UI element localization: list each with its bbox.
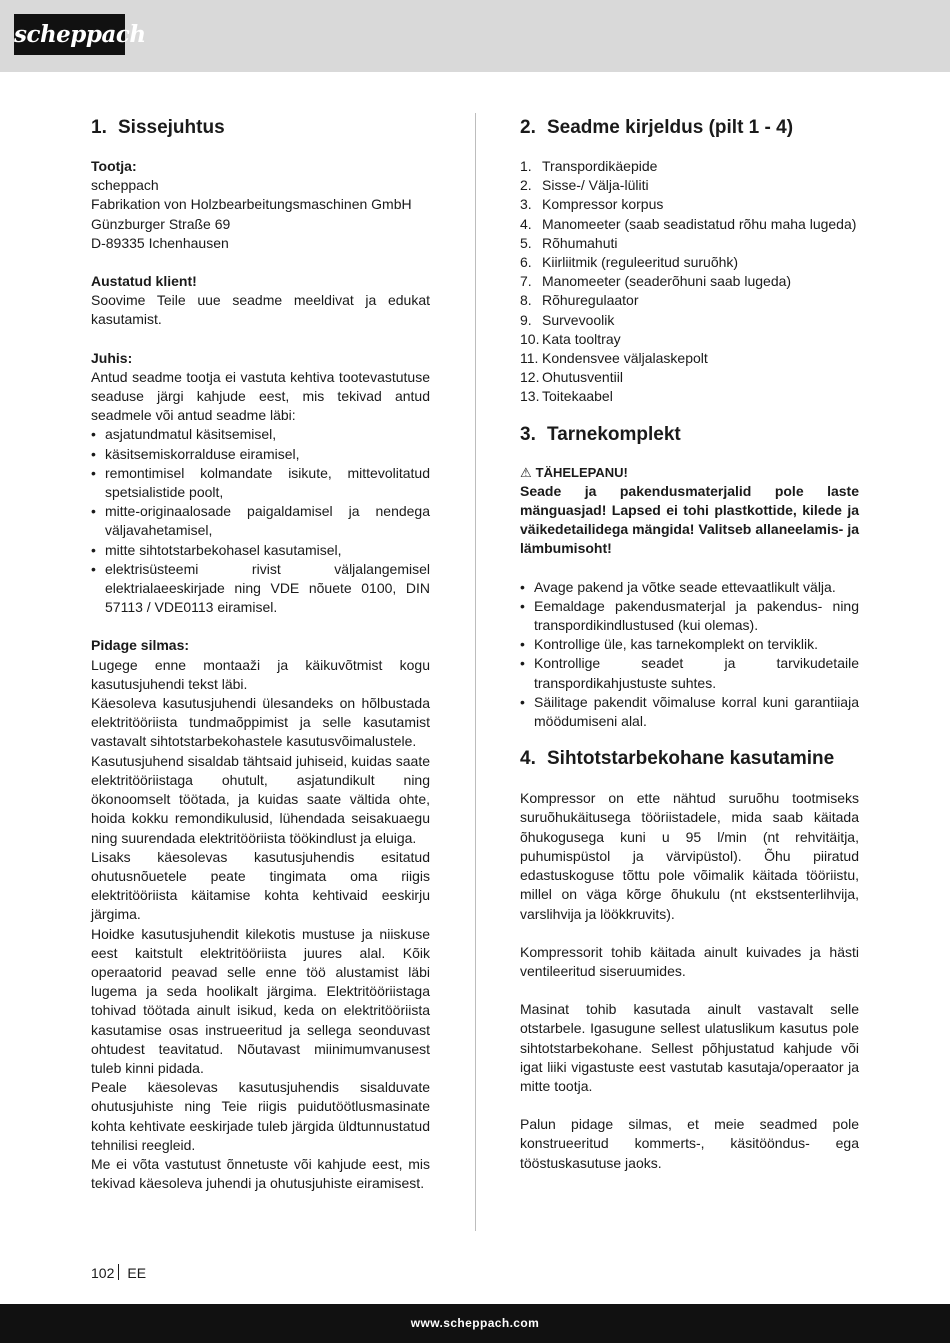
scheppach-logo: scheppach	[14, 14, 125, 55]
list-item: 13. Toitekaabel	[520, 388, 613, 405]
manufacturer-label: Tootja:	[91, 158, 137, 174]
left-column	[91, 116, 430, 1193]
list-item: • mitte sihtotstarbekohasel kasutamisel,	[91, 541, 430, 560]
list-item: 11. Kondensvee väljalaskepolt	[520, 350, 708, 367]
section-2-heading: 2. Seadme kirjeldus (pilt 1 - 4)	[520, 117, 794, 138]
observe-paragraph: Lugege enne montaaži ja käikuvõtmist kogu kasutusjuhendi tekst läbi.	[91, 656, 430, 692]
use-paragraph: Palun pidage silmas, et meie seadmed pole konstrueeritud kommerts-, käsitööndus- ega tööstuskasutuse jaoks.	[520, 1116, 859, 1171]
list-item: 12. Ohutusventiil	[520, 369, 623, 386]
list-item: • elektrisüsteemi rivist väljalangemisel elektrialaeeskirjade ning VDE nõuete 0100, DIN 57113 / VDE0113 eiramisel.	[91, 560, 430, 618]
list-item: 4. Manomeeter (saab seadistatud rõhu maha lugeda)	[520, 215, 857, 232]
list-item: • Säilitage pakendit võimaluse korral kuni garantiiaja möödumiseni alal.	[520, 693, 859, 731]
section-1-heading: 1. Sissejuhtus	[91, 117, 225, 138]
list-item: 6. Kiirliitmik (reguleeritud suruõhk)	[520, 254, 739, 271]
list-item: 3. Kompressor korpus	[520, 196, 664, 213]
footer-separator	[118, 1264, 119, 1280]
manufacturer-street: Günzburger Straße 69	[91, 215, 231, 232]
page-number-footer	[91, 1264, 146, 1283]
page-number: 102	[91, 1265, 115, 1281]
list-item: 9. Survevoolik	[520, 311, 615, 328]
observe-label: Pidage silmas:	[91, 637, 190, 654]
use-paragraph: Masinat tohib kasutada ainult vastavalt selle otstarbele. Igasugune sellest ulatuslikum kasutus pole sihtotstarbekohane. Sellest põhjustatud kahjude või igat liiki vigastuste eest vastutab kasutaja/operaator ja mitte tootja.	[520, 1001, 859, 1094]
observe-paragraph: Käesoleva kasutusjuhendi ülesandeks on hõlbustada elektritööriista tundmaõppimist ja selle kasutamist vastavalt sihtotstarbekohastele kasutusvõimalustele.	[91, 695, 430, 750]
observe-paragraph: Lisaks käesolevas kasutusjuhendis esitatud ohutusnõuetele peate tingimata oma riigis elektritööriista käitamise kohta kehtivaid eeskirju järgima.	[91, 848, 430, 923]
observe-paragraph: Kasutusjuhend sisaldab tähtsaid juhiseid, kuidas saate elektritööriistaga ohutult, asjatundikult ning ökonoomselt töötada, ja kuidas saate vältida ohte, hoida kokku remondikulusid, lühendada seisakuaegu ning suurendada elektritööriista töökindlust ja eluiga.	[91, 752, 430, 846]
warning-text: Seade ja pakendusmaterjalid pole laste mänguasjad! Lapsed ei tohi plastkottide, kilede ja väikedetailidega mängida! Valitseb allaneelamis- ja lämbumisoht!	[520, 482, 859, 557]
column-divider	[475, 113, 476, 1231]
language-code: EE	[127, 1265, 147, 1281]
note-bullet-list	[91, 425, 430, 617]
list-item: • remontimisel kolmandate isikute, mittevolitatud spetsialistide poolt,	[91, 464, 430, 502]
observe-paragraph: Me ei võta vastutust õnnetuste või kahjude eest, mis tekivad käesoleva juhendi ja ohutusjuhiste eiramisest.	[91, 1155, 430, 1192]
note-label: Juhis:	[91, 349, 133, 366]
note-text: Antud seadme tootja ei vastuta kehtiva tootevastutuse seaduse järgi kahjude eest, mis tekivad antud seadmele või antud seadme läbi:	[91, 368, 430, 424]
list-item: • Avage pakend ja võtke seade ettevaatlikult välja.	[520, 578, 859, 597]
warning-triangle-icon: ⚠	[520, 464, 532, 480]
list-item: • asjatundmatul käsitsemisel,	[91, 425, 430, 444]
list-item: 7. Manomeeter (seaderõhuni saab lugeda)	[520, 273, 792, 290]
list-item: • mitte-originaalosade paigaldamisel ja nendega väljavahetamisel,	[91, 502, 430, 540]
manufacturer-name: scheppach	[91, 177, 159, 194]
section-3-heading: 3. Tarnekomplekt	[520, 423, 681, 445]
list-item: • Kontrollige üle, kas tarnekomplekt on terviklik.	[520, 635, 859, 654]
list-item: 8. Rõhuregulaator	[520, 292, 639, 309]
manufacturer-company: Fabrikation von Holzbearbeitungsmaschinen GmbH	[91, 196, 412, 213]
list-item: 5. Rõhumahuti	[520, 234, 618, 251]
use-paragraph: Kompressorit tohib käitada ainult kuivades ja hästi ventileeritud siseruumides.	[520, 943, 859, 979]
list-item: 10. Kata tooltray	[520, 330, 621, 347]
section-4-heading: 4. Sihtotstarbekohane kasutamine	[520, 748, 835, 770]
website-link[interactable]: www.scheppach.com	[410, 1316, 540, 1330]
list-item: • Kontrollige seadet ja tarvikudetaile transpordikahjustuste suhtes.	[520, 654, 859, 692]
manufacturer-city: D-89335 Ichenhausen	[91, 234, 229, 251]
observe-paragraph: Peale käesolevas kasutusjuhendis sisalduvate ohutusjuhiste ning Teie riigis puidutöötlusmasinate kohta kehtivate eeskirjade tuleb järgida üldtunnustatud tehnilisi reegleid.	[91, 1079, 430, 1153]
delivery-bullet-list	[520, 578, 859, 732]
list-item: 1. Transpordikäepide	[520, 158, 658, 174]
customer-label: Austatud klient!	[91, 273, 197, 290]
footer-band	[0, 1304, 950, 1343]
list-item: • Eemaldage pakendusmaterjal ja pakendus- ning transpordikindlustused (kui olemas).	[520, 597, 859, 635]
parts-list	[520, 157, 859, 407]
list-item: 2. Sisse-/ Välja-lüliti	[520, 177, 649, 194]
observe-paragraph: Hoidke kasutusjuhendit kilekotis mustuse ja niiskuse eest kaitstult elektritööriista juures alal. Kõik operaatorid peavad selle enne töö alustamist läbi lugema ja seda hoolikalt järgima. Elektritööriistaga tohivad töötada ainult isikud, keda on elektritööriista kasutamise osas instrueeritud ja sellega seonduvast ohtudest teavitatud. Nõutavast miinimumvanusest tuleb kinni pidada.	[91, 925, 430, 1076]
right-column	[520, 116, 859, 1173]
header-band	[0, 0, 950, 72]
use-paragraph: Kompressor on ette nähtud suruõhu tootmiseks suruõhukäitusega tööriistadele, mida saab käitada õhukogusega kuni u 95 l/min (nt rehvitäitja, puhumispüstol ja värvipüstol). Õhu piiratud edastuskoguse tõttu pole võimalik käitada tööriistu, millel on väga kõrge õhukulu (nt ekstsenterlihvija, varslihvija ja löökkruvits).	[520, 790, 859, 922]
list-item: • käsitsemiskorralduse eiramisel,	[91, 445, 430, 464]
warning-label: ⚠ TÄHELEPANU!	[520, 464, 628, 480]
customer-text: Soovime Teile uue seadme meeldivat ja edukat kasutamist.	[91, 292, 430, 328]
